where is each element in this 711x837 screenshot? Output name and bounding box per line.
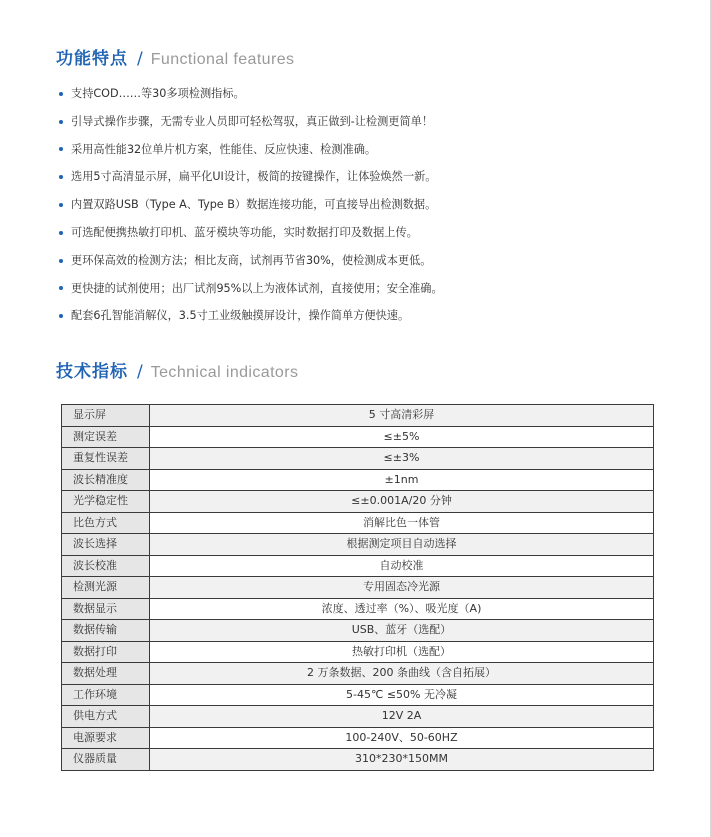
spec-key: 波长精准度 <box>62 469 150 491</box>
spec-value: 5-45℃ ≤50% 无冷凝 <box>150 684 654 706</box>
spec-key: 数据打印 <box>62 641 150 663</box>
features-section-title <box>56 44 294 69</box>
feature-item: 引导式操作步骤，无需专业人员即可轻松驾驭，真正做到-让检测更简单！ <box>59 108 443 136</box>
table-row <box>62 405 654 427</box>
table-row <box>62 749 654 771</box>
spec-key: 数据显示 <box>62 598 150 620</box>
feature-item: 更快捷的试剂使用；出厂试剂95%以上为液体试剂，直接使用；安全准确。 <box>59 275 443 303</box>
feature-item: 可选配便携热敏打印机、蓝牙模块等功能，实时数据打印及数据上传。 <box>59 219 443 247</box>
bullet-icon <box>59 231 63 235</box>
spec-key: 波长校准 <box>62 555 150 577</box>
spec-key: 重复性误差 <box>62 448 150 470</box>
specs-title-en: Technical indicators <box>150 364 299 381</box>
table-row <box>62 469 654 491</box>
bullet-icon <box>59 259 63 263</box>
feature-item: 内置双路USB（Type A、Type B）数据连接功能，可直接导出检测数据。 <box>59 191 443 219</box>
spec-value: 消解比色一体管 <box>150 512 654 534</box>
spec-value: 专用固态冷光源 <box>150 577 654 599</box>
features-title-separator: / <box>137 49 143 69</box>
bullet-icon <box>59 175 63 179</box>
table-row <box>62 620 654 642</box>
table-row <box>62 727 654 749</box>
table-row <box>62 641 654 663</box>
spec-key: 测定误差 <box>62 426 150 448</box>
table-row <box>62 598 654 620</box>
table-row <box>62 555 654 577</box>
spec-key: 光学稳定性 <box>62 491 150 513</box>
feature-item: 更环保高效的检测方法；相比友商，试剂再节省30%，使检测成本更低。 <box>59 247 443 275</box>
features-title-en: Functional features <box>150 51 295 68</box>
spec-value: 100-240V、50-60HZ <box>150 727 654 749</box>
table-row <box>62 577 654 599</box>
spec-key: 波长选择 <box>62 534 150 556</box>
spec-value: ≤±5% <box>150 426 654 448</box>
spec-value: USB、蓝牙（选配） <box>150 620 654 642</box>
spec-value: ≤±0.001A/20 分钟 <box>150 491 654 513</box>
table-row <box>62 663 654 685</box>
spec-value: 2 万条数据、200 条曲线（含自拓展） <box>150 663 654 685</box>
spec-value: 浓度、透过率（%）、吸光度（A) <box>150 598 654 620</box>
spec-value: 根据测定项目自动选择 <box>150 534 654 556</box>
specs-section-title <box>56 357 298 382</box>
spec-value: 5 寸高清彩屏 <box>150 405 654 427</box>
table-row <box>62 706 654 728</box>
table-row <box>62 491 654 513</box>
features-list <box>59 80 443 330</box>
bullet-icon <box>59 314 63 318</box>
spec-key: 电源要求 <box>62 727 150 749</box>
specs-title-separator: / <box>137 362 143 382</box>
bullet-icon <box>59 120 63 124</box>
spec-value: ±1nm <box>150 469 654 491</box>
spec-value: 热敏打印机（选配） <box>150 641 654 663</box>
spec-key: 数据处理 <box>62 663 150 685</box>
specs-table <box>61 404 654 771</box>
table-row <box>62 534 654 556</box>
feature-item: 配套6孔智能消解仪，3.5寸工业级触摸屏设计，操作简单方便快速。 <box>59 302 443 330</box>
features-title-zh: 功能特点 <box>56 49 128 69</box>
spec-key: 供电方式 <box>62 706 150 728</box>
spec-value: 310*230*150MM <box>150 749 654 771</box>
table-row <box>62 512 654 534</box>
spec-value: 自动校准 <box>150 555 654 577</box>
bullet-icon <box>59 286 63 290</box>
feature-item: 选用5寸高清显示屏，扁平化UI设计，极简的按键操作，让体验焕然一新。 <box>59 163 443 191</box>
specs-title-zh: 技术指标 <box>56 362 128 382</box>
feature-item: 支持COD……等30多项检测指标。 <box>59 80 443 108</box>
table-row <box>62 684 654 706</box>
table-row <box>62 426 654 448</box>
spec-key: 显示屏 <box>62 405 150 427</box>
bullet-icon <box>59 92 63 96</box>
table-row <box>62 448 654 470</box>
spec-value: ≤±3% <box>150 448 654 470</box>
spec-key: 仪器质量 <box>62 749 150 771</box>
spec-value: 12V 2A <box>150 706 654 728</box>
bullet-icon <box>59 147 63 151</box>
spec-key: 检测光源 <box>62 577 150 599</box>
spec-key: 比色方式 <box>62 512 150 534</box>
spec-key: 数据传输 <box>62 620 150 642</box>
spec-key: 工作环境 <box>62 684 150 706</box>
feature-item: 采用高性能32位单片机方案，性能佳、反应快速、检测准确。 <box>59 136 443 164</box>
bullet-icon <box>59 203 63 207</box>
